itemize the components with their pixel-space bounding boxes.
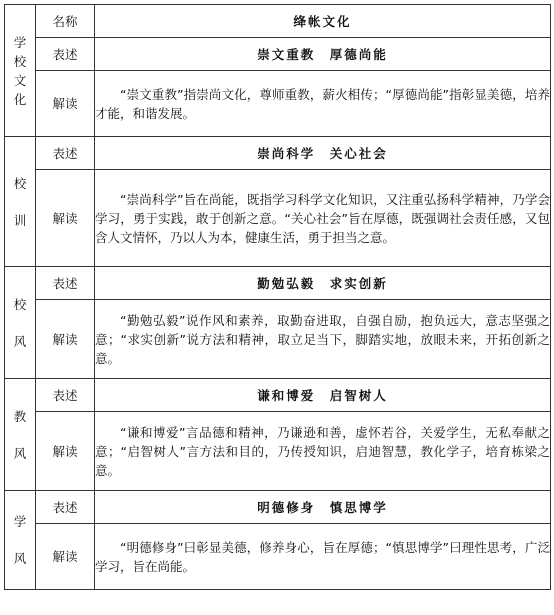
section-char: 校 (13, 175, 27, 191)
name-label: 名称 (36, 5, 95, 38)
section-char: 教 (13, 408, 27, 424)
interp-paragraph: “谦和博爱”言品德和精神，乃谦逊和善，虚怀若谷，关爱学生，无私奉献之意；“启智树人”言方法和目的，乃传授知识，启迪智慧，教化学子，培育栋梁之意。 (95, 424, 550, 478)
culture-desc-value: 崇文重教 厚德尚能 (95, 38, 551, 71)
desc-label: 表述 (36, 267, 95, 300)
ethos-interp-text (95, 300, 551, 379)
section-study-style (5, 491, 36, 590)
table-row-teaching-desc (5, 379, 551, 412)
study-desc-value: 明德修身 慎思博学 (95, 491, 551, 524)
school-culture-table (4, 4, 551, 590)
teaching-desc-value: 谦和博爱 启智树人 (95, 379, 551, 412)
interp-label: 解读 (36, 412, 95, 491)
section-char: 风 (13, 333, 27, 349)
section-char: 学 (13, 514, 27, 529)
section-char: 训 (13, 212, 27, 228)
teaching-interp-text (95, 412, 551, 491)
motto-desc-value: 崇尚科学 关心社会 (95, 137, 551, 170)
interp-label: 解读 (36, 71, 95, 137)
section-char: 校 (13, 53, 27, 69)
table-row-ethos-interp (5, 300, 551, 379)
section-teaching-style (5, 379, 36, 491)
desc-label: 表述 (36, 38, 95, 71)
section-school-culture (5, 5, 36, 137)
culture-name-value: 绛帐文化 (95, 5, 551, 38)
study-interp-text (95, 524, 551, 590)
motto-interp-text (95, 170, 551, 267)
table-row-teaching-interp (5, 412, 551, 491)
table-row-motto-desc (5, 137, 551, 170)
table-row-study-interp (5, 524, 551, 590)
desc-label: 表述 (36, 379, 95, 412)
section-char: 学 (13, 34, 27, 50)
interp-label: 解读 (36, 524, 95, 590)
table-row-study-desc (5, 491, 551, 524)
section-char: 化 (13, 91, 27, 107)
interp-paragraph: “崇尚科学”旨在尚能，既指学习科学文化知识，又注重弘扬科学精神，乃学会学习，勇于实践，敢于创新之意。“关心社会”旨在厚德，既强调社会责任感，又包含人文情怀，乃以人为本，健康生活，勇于担当之意。 (95, 191, 550, 245)
section-char: 风 (13, 445, 27, 461)
table-row-motto-interp (5, 170, 551, 267)
table-row-culture-name (5, 5, 551, 38)
section-char: 风 (13, 551, 27, 566)
interp-paragraph: “明德修身”曰彰显美德，修养身心，旨在厚德；“慎思博学”曰理性思考，广泛学习，旨在尚能。 (95, 539, 550, 574)
desc-label: 表述 (36, 491, 95, 524)
culture-interp-text (95, 71, 551, 137)
section-school-ethos (5, 267, 36, 379)
table-row-culture-interp (5, 71, 551, 137)
desc-label: 表述 (36, 137, 95, 170)
section-char: 文 (13, 72, 27, 88)
interp-label: 解读 (36, 170, 95, 267)
table-row-culture-desc (5, 38, 551, 71)
interp-label: 解读 (36, 300, 95, 379)
section-school-motto (5, 137, 36, 267)
interp-paragraph: “崇文重教”指崇尚文化，尊师重教，薪火相传；“厚德尚能”指彰显美德，培养才能，和谐发展。 (95, 86, 550, 121)
ethos-desc-value: 勤勉弘毅 求实创新 (95, 267, 551, 300)
section-char: 校 (13, 296, 27, 312)
interp-paragraph: “勤勉弘毅”说作风和素养，取勤奋进取，自强自励，抱负远大，意志坚强之意；“求实创新”说方法和精神，取立足当下，脚踏实地，放眼未来，开拓创新之意。 (95, 312, 550, 366)
table-row-ethos-desc (5, 267, 551, 300)
